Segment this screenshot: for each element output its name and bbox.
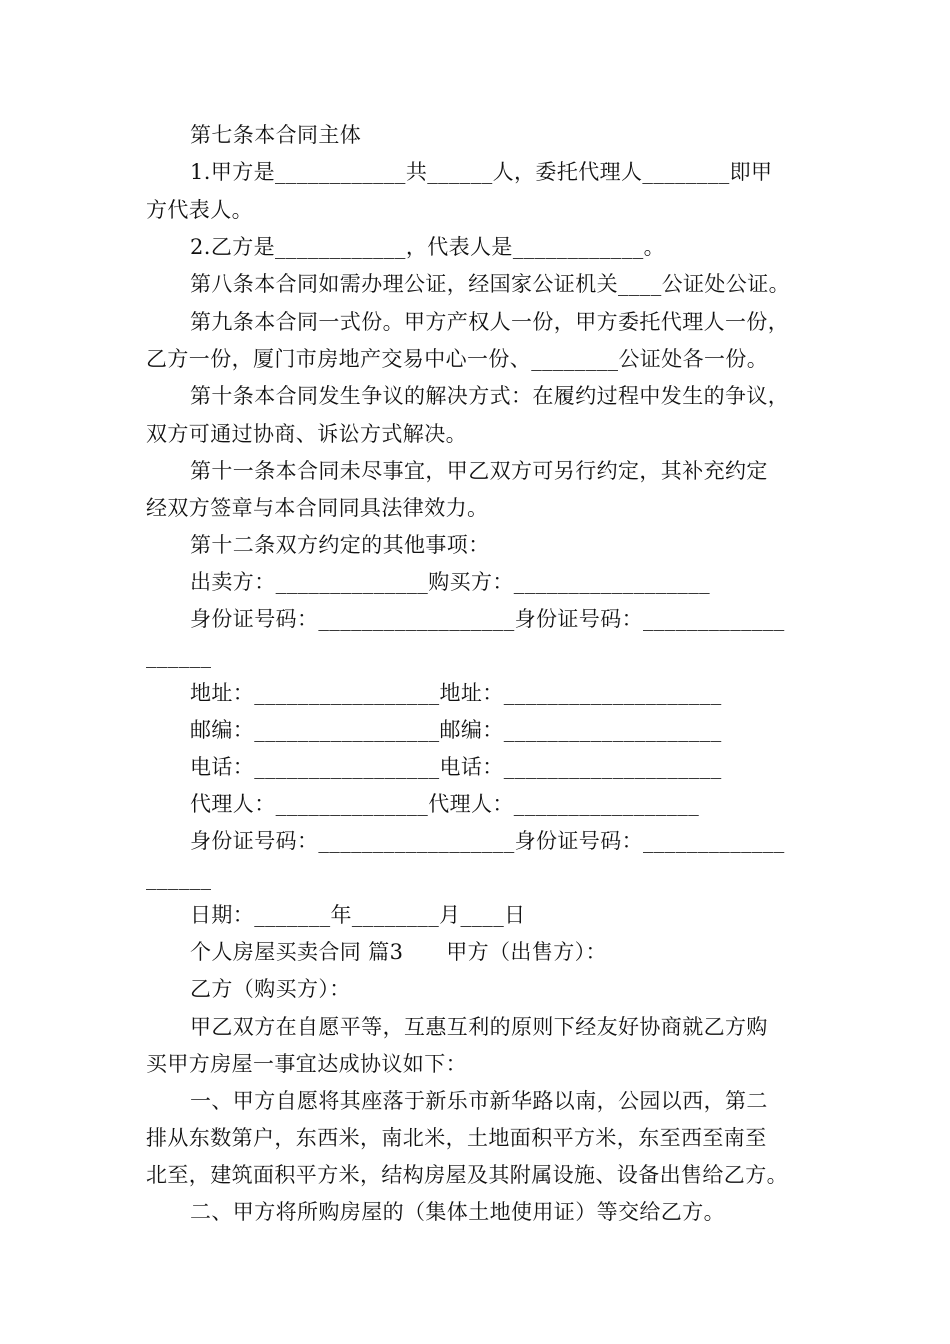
- intro-paragraph-cont: 买甲方房屋一事宜达成协议如下：: [146, 1052, 467, 1076]
- clause-1: 一、甲方自愿将其座落于新乐市新华路以南，公园以西，第二: [190, 1089, 768, 1113]
- buyer-line: 乙方（购买方）：: [190, 977, 351, 1001]
- article-10: 第十条本合同发生争议的解决方式：在履约过程中发生的争议，: [190, 384, 790, 408]
- article-9-cont: 乙方一份，厦门市房地产交易中心一份、________公证处各一份。: [146, 347, 769, 371]
- article-12: 第十二条双方约定的其他事项：: [190, 533, 490, 557]
- date-line: 日期：_______年________月____日: [190, 903, 526, 927]
- seller-buyer-line: 出卖方：______________购买方：__________________: [190, 570, 710, 594]
- agent-id-line-cont: ______: [146, 866, 212, 890]
- party-b-line: 2.乙方是____________，代表人是____________。: [190, 235, 666, 259]
- agent-id-line: 身份证号码：__________________身份证号码：_____________: [190, 829, 785, 853]
- article-7-heading: 第七条本合同主体: [190, 123, 362, 147]
- agent-line: 代理人：______________代理人：_________________: [190, 792, 700, 816]
- article-9: 第九条本合同一式份。甲方产权人一份，甲方委托代理人一份，: [190, 310, 790, 334]
- address-line: 地址：_________________地址：____________________: [190, 681, 722, 705]
- intro-paragraph: 甲乙双方在自愿平等，互惠互利的原则下经友好协商就乙方购: [190, 1015, 768, 1039]
- article-8: 第八条本合同如需办理公证，经国家公证机关____公证处公证。: [190, 272, 790, 296]
- article-11-cont: 经双方签章与本合同同具法律效力。: [146, 496, 489, 520]
- phone-line: 电话：_________________电话：____________________: [190, 755, 722, 779]
- clause-1-cont-2: 北至，建筑面积平方米，结构房屋及其附属设施、设备出售给乙方。: [146, 1163, 788, 1187]
- party-a-line-cont: 方代表人。: [146, 198, 253, 222]
- clause-2: 二、甲方将所购房屋的（集体土地使用证）等交给乙方。: [190, 1200, 725, 1224]
- party-a-line: 1.甲方是____________共______人，委托代理人________即甲: [190, 160, 773, 184]
- contract-3-heading: 个人房屋买卖合同 篇3 甲方（出售方）：: [190, 940, 607, 964]
- postcode-line: 邮编：_________________邮编：____________________: [190, 718, 722, 742]
- clause-1-cont-1: 排从东数第户，东西米，南北米，土地面积平方米，东至西至南至: [146, 1126, 767, 1150]
- article-10-cont: 双方可通过协商、诉讼方式解决。: [146, 422, 467, 446]
- id-number-line-cont: ______: [146, 644, 212, 668]
- id-number-line: 身份证号码：__________________身份证号码：_____________: [190, 607, 785, 631]
- article-11: 第十一条本合同未尽事宜，甲乙双方可另行约定，其补充约定: [190, 459, 768, 483]
